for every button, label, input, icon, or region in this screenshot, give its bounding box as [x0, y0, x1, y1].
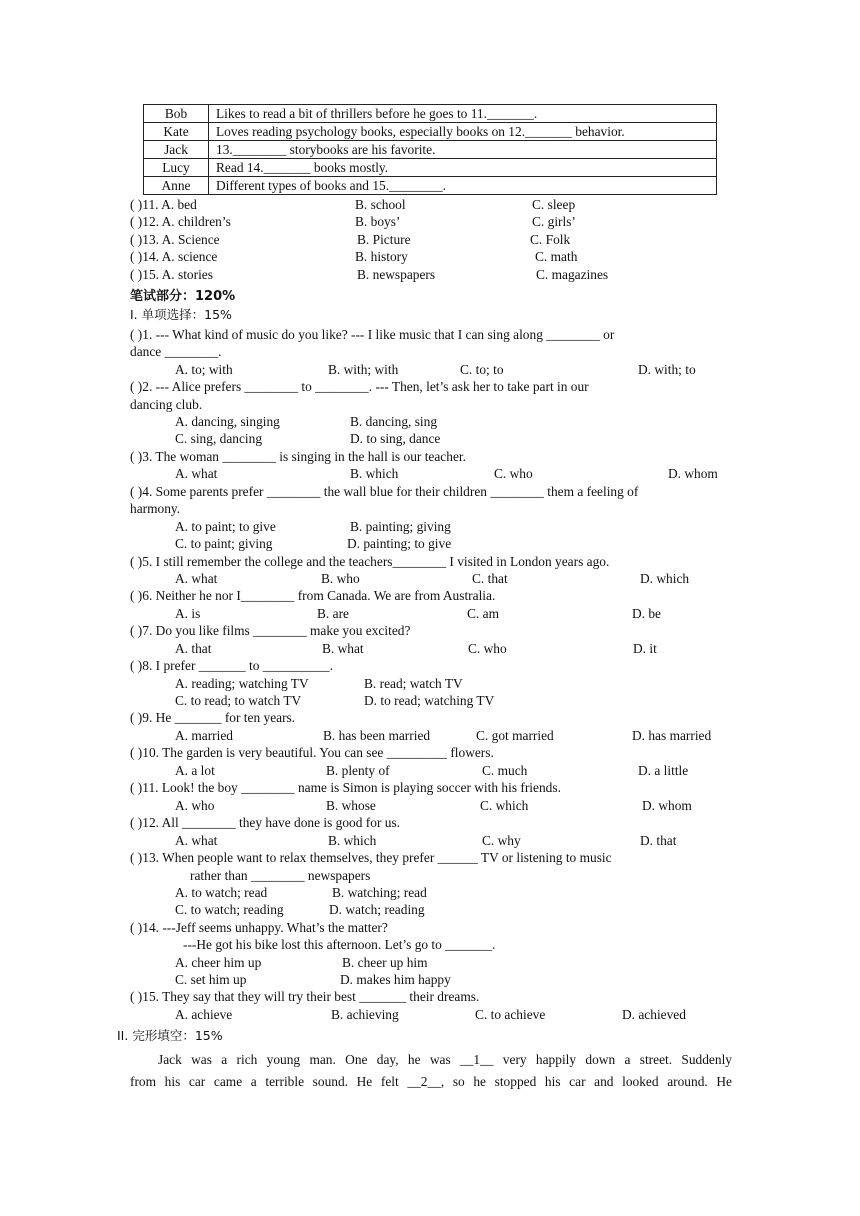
option-b: B. read; watch TV: [364, 676, 463, 691]
person-description: Likes to read a bit of thrillers before he goes to 11._______.: [209, 105, 717, 123]
option-a: A. to watch; read: [175, 885, 268, 900]
question-text: ( )8. I prefer _______ to __________.: [130, 658, 334, 673]
question-text: ---He got his bike lost this afternoon. Let’s go to _______.: [183, 937, 496, 952]
option-a: A. what: [175, 466, 218, 481]
option-d: D. it: [633, 641, 657, 656]
option-b: B. achieving: [331, 1007, 399, 1022]
option-b: B. newspapers: [357, 267, 436, 282]
table-row: [144, 141, 717, 159]
question-text: ( )11. Look! the boy ________ name is Simon is playing soccer with his friends.: [130, 780, 561, 795]
question-text: ( )2. --- Alice prefers ________ to ________. --- Then, let’s ask her to take part in our: [130, 379, 589, 394]
option-a: A. cheer him up: [175, 955, 262, 970]
option-a: A. is: [175, 606, 201, 621]
option-d: D. to sing, dance: [350, 431, 441, 446]
question-text: ( )1. --- What kind of music do you like? --- I like music that I can sing along ________ or: [130, 327, 615, 342]
option-b: B. watching; read: [332, 885, 427, 900]
question-text: ( )13. When people want to relax themselves, they prefer ______ TV or listening to music: [130, 850, 612, 865]
option-c: C. who: [468, 641, 507, 656]
question-text: ( )10. The garden is very beautiful. You can see _________ flowers.: [130, 745, 494, 760]
option-c: C. much: [482, 763, 528, 778]
option-b: B. which: [328, 833, 377, 848]
option-c: C. which: [480, 798, 529, 813]
option-d: D. painting; to give: [347, 536, 452, 551]
question-text: harmony.: [130, 501, 181, 516]
option-b: B. boys’: [355, 214, 401, 229]
person-description: Different types of books and 15.________.: [209, 177, 717, 195]
person-name: Lucy: [144, 159, 209, 177]
option-b: B. has been married: [323, 728, 431, 743]
option-b: B. who: [321, 571, 360, 586]
question-text: ( )3. The woman ________ is singing in the hall is our teacher.: [130, 449, 466, 464]
table-row: [144, 123, 717, 141]
option-b: B. painting; giving: [350, 519, 451, 534]
table-row: [144, 105, 717, 123]
option-d: D. watch; reading: [329, 902, 425, 917]
option-c: C. to read; to watch TV: [175, 693, 302, 708]
listening-question: ( )15. A. stories: [130, 267, 213, 282]
option-d: D. to read; watching TV: [364, 693, 495, 708]
listening-question: ( )12. A. children’s: [130, 214, 231, 229]
option-a: A. to; with: [175, 362, 233, 377]
cloze-passage-line: Jack was a rich young man. One day, he was __1__ very happily down a street. Suddenly: [158, 1052, 732, 1067]
reading-preference-table: [143, 104, 717, 195]
section-heading-multiple-choice: I. 单项选择：15%: [130, 307, 232, 322]
person-description: Loves reading psychology books, especially books on 12._______ behavior.: [209, 123, 717, 141]
option-c: C. magazines: [536, 267, 609, 282]
option-a: A. what: [175, 571, 218, 586]
option-d: D. with; to: [638, 362, 696, 377]
option-a: A. dancing, singing: [175, 414, 280, 429]
question-text: ( )14. ---Jeff seems unhappy. What’s the matter?: [130, 920, 388, 935]
listening-question: ( )14. A. science: [130, 249, 218, 264]
option-a: A. who: [175, 798, 215, 813]
option-c: C. am: [467, 606, 499, 621]
option-d: D. makes him happy: [340, 972, 451, 987]
option-c: C. who: [494, 466, 533, 481]
option-b: B. which: [350, 466, 399, 481]
option-b: B. history: [355, 249, 408, 264]
option-c: C. sleep: [532, 197, 576, 212]
option-b: B. dancing, sing: [350, 414, 438, 429]
person-name: Anne: [144, 177, 209, 195]
option-a: A. achieve: [175, 1007, 233, 1022]
listening-question: ( )11. A. bed: [130, 197, 197, 212]
option-c: C. why: [482, 833, 521, 848]
option-b: B. school: [355, 197, 406, 212]
option-d: D. whom: [668, 466, 718, 481]
option-d: D. whom: [642, 798, 692, 813]
option-d: D. achieved: [622, 1007, 686, 1022]
question-text: ( )7. Do you like films ________ make you excited?: [130, 623, 411, 638]
option-c: C. to achieve: [475, 1007, 546, 1022]
option-d: D. be: [632, 606, 662, 621]
option-a: A. a lot: [175, 763, 215, 778]
person-name: Bob: [144, 105, 209, 123]
table-row: [144, 159, 717, 177]
option-d: D. which: [640, 571, 690, 586]
question-text: ( )12. All ________ they have done is good for us.: [130, 815, 401, 830]
option-d: D. has married: [632, 728, 712, 743]
option-a: A. to paint; to give: [175, 519, 276, 534]
option-d: D. that: [640, 833, 677, 848]
person-description: 13.________ storybooks are his favorite.: [209, 141, 717, 159]
option-c: C. girls’: [532, 214, 576, 229]
option-c: C. math: [535, 249, 578, 264]
cloze-passage-line: from his car came a terrible sound. He felt __2__, so he stopped his car and looked around. He: [130, 1074, 732, 1089]
option-c: C. got married: [476, 728, 554, 743]
option-a: A. married: [175, 728, 234, 743]
option-b: B. Picture: [357, 232, 411, 247]
option-b: B. cheer up him: [342, 955, 428, 970]
option-b: B. what: [322, 641, 364, 656]
question-text: ( )15. They say that they will try their best _______ their dreams.: [130, 989, 480, 1004]
option-c: C. to watch; reading: [175, 902, 284, 917]
option-c: C. to paint; giving: [175, 536, 273, 551]
person-name: Kate: [144, 123, 209, 141]
question-text: ( )6. Neither he nor I________ from Canada. We are from Australia.: [130, 588, 496, 603]
person-description: Read 14._______ books mostly.: [209, 159, 717, 177]
question-text: ( )9. He _______ for ten years.: [130, 710, 296, 725]
question-text: ( )5. I still remember the college and the teachers________ I visited in London years ago.: [130, 554, 610, 569]
option-a: A. that: [175, 641, 212, 656]
option-c: C. to; to: [460, 362, 504, 377]
option-b: B. whose: [326, 798, 376, 813]
question-text: rather than ________ newspapers: [190, 868, 371, 883]
option-a: A. reading; watching TV: [175, 676, 309, 691]
option-c: C. sing, dancing: [175, 431, 263, 446]
option-a: A. what: [175, 833, 218, 848]
option-c: C. that: [472, 571, 508, 586]
question-text: dancing club.: [130, 397, 203, 412]
listening-question: ( )13. A. Science: [130, 232, 220, 247]
option-b: B. plenty of: [326, 763, 390, 778]
option-b: B. are: [317, 606, 349, 621]
option-b: B. with; with: [328, 362, 399, 377]
option-c: C. set him up: [175, 972, 247, 987]
question-text: dance ________.: [130, 344, 222, 359]
section-heading-written: 笔试部分：120%: [130, 289, 236, 304]
table-row: [144, 177, 717, 195]
option-d: D. a little: [638, 763, 689, 778]
section-heading-cloze: II. 完形填空：15%: [117, 1028, 223, 1043]
option-c: C. Folk: [530, 232, 571, 247]
question-text: ( )4. Some parents prefer ________ the wall blue for their children ________ them a feeling of: [130, 484, 639, 499]
person-name: Jack: [144, 141, 209, 159]
